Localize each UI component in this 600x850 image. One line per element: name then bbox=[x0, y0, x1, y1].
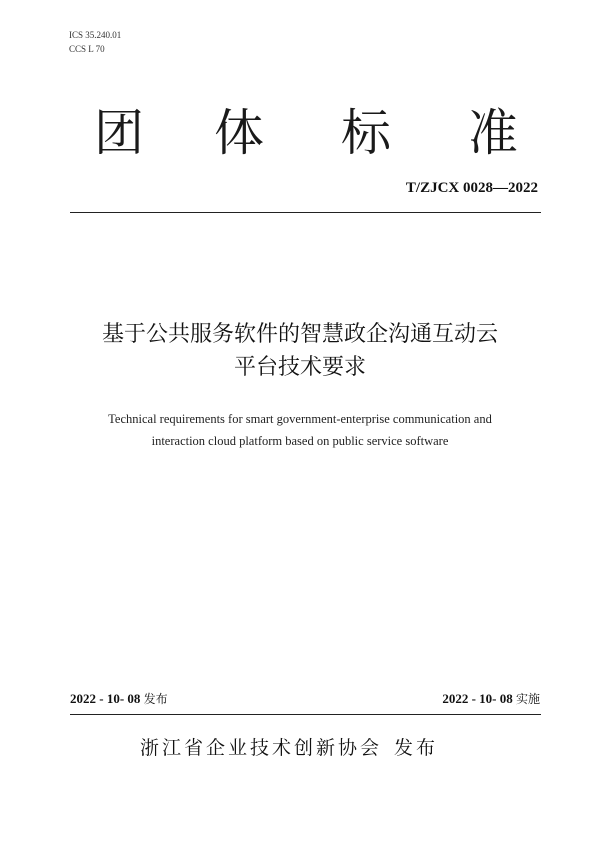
publisher bbox=[140, 733, 438, 760]
english-title-line-1: Technical requirements for smart government-enterprise communication and bbox=[108, 412, 492, 426]
chinese-title-line-1: 基于公共服务软件的智慧政企沟通互动云 bbox=[101, 322, 498, 347]
chinese-title-line-2: 平台技术要求 bbox=[233, 355, 366, 380]
top-divider bbox=[70, 212, 541, 213]
implementation-date-label: 实施 bbox=[515, 692, 540, 706]
ccs-code: CCS L 70 bbox=[69, 44, 105, 54]
doc-type-char-3: 标 bbox=[341, 104, 391, 162]
bottom-divider bbox=[70, 714, 541, 715]
standard-number: T/ZJCX 0028—2022 bbox=[405, 180, 538, 196]
chinese-title bbox=[40, 318, 560, 384]
publisher-name: 浙江省企业技术创新协会 bbox=[140, 737, 383, 759]
doc-type-char-1: 团 bbox=[94, 104, 144, 162]
issue-date-label: 发布 bbox=[143, 692, 168, 706]
classification-codes bbox=[69, 28, 121, 56]
document-type-heading bbox=[0, 98, 600, 168]
ics-code: ICS 35.240.01 bbox=[69, 30, 122, 40]
implementation-date-value: 2022 - 10- 08 bbox=[442, 691, 513, 706]
implementation-date bbox=[442, 690, 540, 707]
publisher-suffix: 发布 bbox=[394, 737, 439, 759]
doc-type-char-4: 准 bbox=[468, 104, 518, 162]
issue-date bbox=[70, 690, 168, 707]
english-title-line-2: interaction cloud platform based on public service software bbox=[151, 434, 449, 448]
issue-date-value: 2022 - 10- 08 bbox=[70, 691, 141, 706]
english-title bbox=[40, 408, 560, 452]
doc-type-char-2: 体 bbox=[214, 104, 264, 162]
